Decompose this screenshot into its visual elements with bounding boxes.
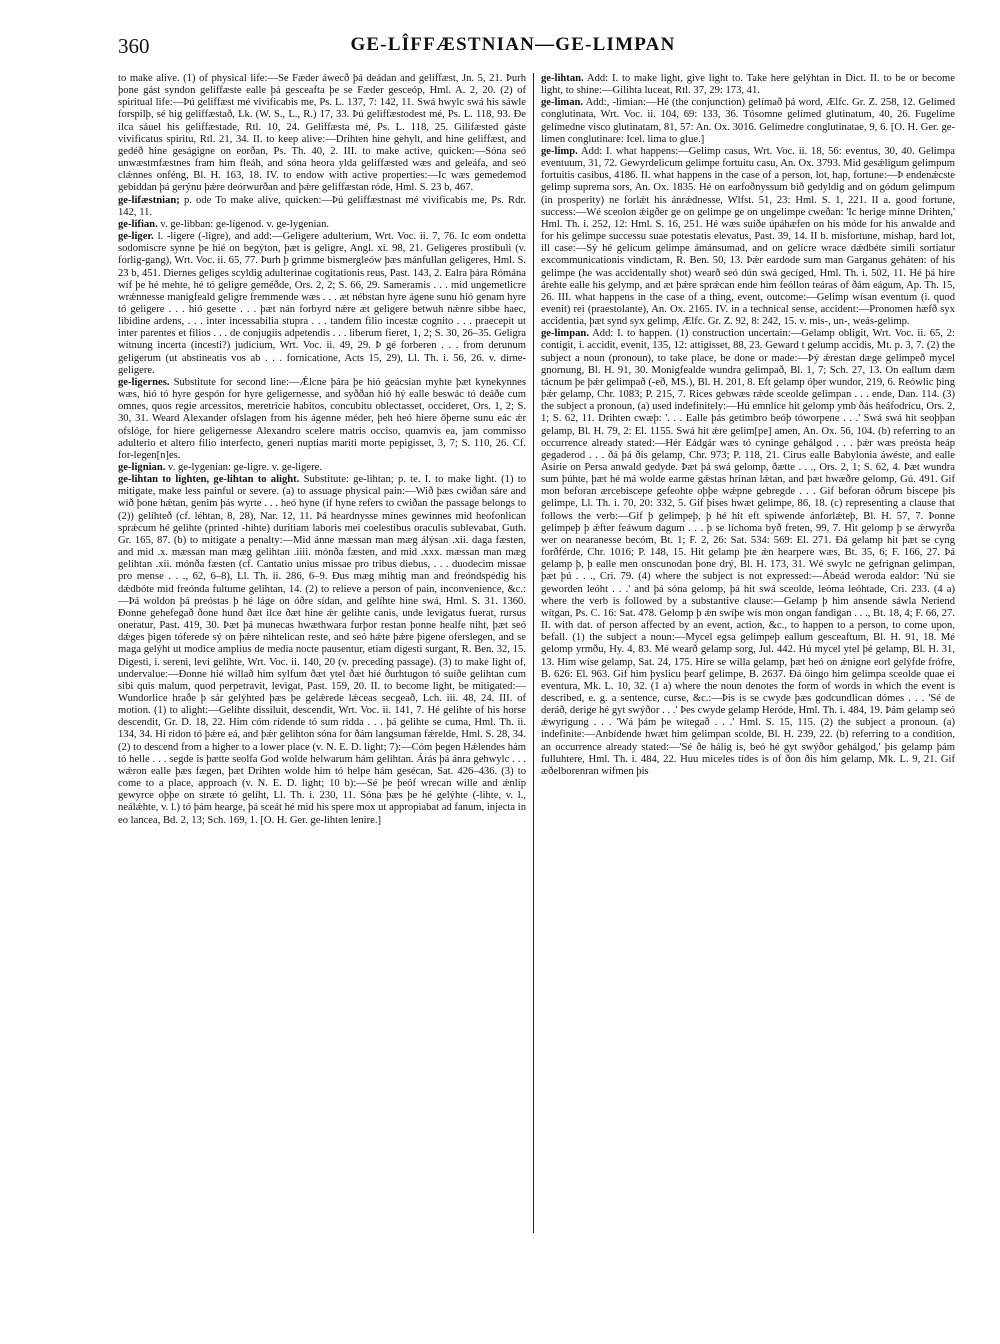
dictionary-entry xyxy=(118,462,526,474)
entry-text: Substitute for second line:—Ǽlcne þára þe hió geácsian myhte þæt kynekynnes wæs, hió tó hyre gespón for hyre geligernesse, and syððan hió hý ealle beswác tó deáðe cum omnes, quos regie arcessitos, meretricie habitos, concubitu oblectasset, occideret, Ors. 1, 2; S. 30, 31. Weard Alexander ofslagen from his ágenne méder, þeh heó hiere ǒþerne sunu eác ǽr ofslóge, for hiere geligernesse Alexandro scelere matris occiso, quamvis ea, jam commisso adulterio et altero filio interfecto, generi nuptias mariti morte pepigisset, 3, 7; S. 110, 26. Cf. for-legen[n]es. xyxy=(118,376,526,461)
dictionary-entry xyxy=(541,97,955,146)
entry-text: p. ode To make alive, quicken:—Þú geliffæstnast mé vivificabis me, Ps. Rdr. 142, 11. xyxy=(118,194,526,218)
entry-headword: ge-liger. xyxy=(118,231,154,243)
entry-text: Substitute: ge-lihtan; p. te. I. to make light. (1) to mitigate, make less painful or severe. (a) to assuage physical pain:—Wið þæs cwiðan sáre and wið þone hǽtan, genim þás wyrte . . . heó hyne (if hyne refers to cwiðan the passage belongs to (2)) gelíhteð (cf. léhtan, 8, 28), Nar. 12, 11. Þá heardnysse mínes gewinnes mid heofonlican sprǽcum hé gelihte (printed -hihte) duritiam laboris mei coelestibus oraculis sublevabat, Guth. Gr. 165, 87. (b) to mitigate a penalty:—Mid ánne mæssan man mæg álýsan .xii. daga fæsten, and mid .x. mæssan man mæg gelihtan .iiii. mónða fæsten, and mid .xxx. mæssan man mæg gelihtan .xii. mónða fæsten (cf. Cantatio unius missae pro tribus diebus, . . . duodecim missae pro mense . . ., 62, 6–8), Ll. Th. ii. 286, 6–9. Ðus mæg mihtig man and freóndspédig his dǽdbóte mid freónda fultume gelihtan, 14. (2) to relieve a person of pain, inconvenience, &c.:—Þá woldon þá preóstas þ hé láge on óðre sídan, and gelíhte hine swá, Hml. S. 31. 1360. Ðonne gehefegað ðone hund ðæt ilce ðæt hine ǽr gelihte canis, unde levigatus fuerat, rursus oneratur, Past. 419, 30. Þæt þá munecas hwæthwara furþor restan þonne healfe niht, þæt seó dǽges þigen tóferede sý on þǽre nihtelican reste, and seó hǽte þǽre þigene oferslegen, and se maga gelýht ut modice amplius de media nocte pausentur, etiam digesti surgant, R. Ben. 32, 15. Digesti, i. sereni, levi gelihte, Wrt. Voc. ii. 140, 20 (v. preceding passage). (3) to make light of, undervalue:—Ðonne hié willað him sylfum ðæt ytel ðæt hié ðurhtugon tó suíðe gelihtan cum sibi quis malum, quod perpetravit, levigat, Past. 159, 20. II. to become light, be mitigated:—Wundorlice hraðe þ sár gelýhted þæs þe gelǽrede lǽceas secgeað, Lch. iii. 48, 24. III. of motion. (1) to alight:—Gelihte dissiluit, descendit, Wrt. Voc. ii. 141, 7. Hé gelihte of his horse descendit, Gr. D. 18, 22. Him cóm rídende tó sum ridda . . . þá gelihte se cuma, Hml. Th. ii. 134, 34. Hi ridon tó þǽre eá, and þǽr gelihton sóna for ðám langsuman fǽrelde, Hml. S. 28, 34. (2) to descend from a higher to a lower place (v. N. E. D. light; 7):—Cóm þegen Hǽlendes hám tó helle . . . segde is þætte seolfa God wolde helwarum hám gelihtan. Árás þá ánra gehwylc . . . wǽron ealle þæs fægen, þæt Drihten wolde him tó helpe hám gesécan, Sat. 426–436. (3) to come to a place, approach (v. N. E. D. light; 10 b):—Sé þe þeóf wrecan wille and ǽnlíp gewyrce oþþe on stræte tó gelíht, Ll. Th. i. 230, 11. Sóna þæs þe hé gelýhte (-lihte, v. l., neálǽhte, v. l.) tó þám hearge, þá sceát hé mid his spere mox ut appropiabat ad fanum, injecta in eo lancea, Bd. 2, 13; Sch. 169, 1. [O. H. Ger. ge-lihten lenire.] xyxy=(118,474,526,826)
entry-text: v. ge-lygenian: ge-ligre. v. ge-ligere. xyxy=(168,462,322,473)
entry-headword: ge-lihtan. xyxy=(541,73,584,84)
entry-text: Add: I. what happens:—Gelimp casus, Wrt. Voc. ii. 18, 56: eventus, 30, 40. Gelimpa eventuum, 31, 72. Gewyrdelicum gelimpe fortuitu casu, An. Ox. 3793. Mid gesǽligum gelimpum fortuitis casibus, 4186. II. what happens in the case of a person, lot, hap, fortune:—Þ endenǽcste gelimp suprema sors, An. Ox. 1835. Hé on earfoðnyssum bið gedyldig and on gódum gelimpum (in prosperity) ne forlǽt his ánrǽdnesse, Wlfst. 51, 23: Hml. S. 1, 221. II a. good fortune, success:—Wé sceolon ǽigðer ge on gelimpe ge on ungelimpe cweðan: 'Ic herige mínne Drihten,' Hml. Th. i. 252, 12: Hml. S. 16, 251. Hé wæs suíðe úpáhæfen on his móde for his anwalde and for his gelimpe successu suae potestatis elevatus, Past. 39, 14. II b. misfortune, mishap, hard lot, ill case:—Sý hé gelícum gelimpe ámánsumad, and on gelícre wrace dǽdbéte simili sortiatur excommunicationis vindictam, R. Ben. 50, 13. Þǽr eardode sum man Garganus geháten: of his gelimpe (he was accidentally shot) wearð seó dún swá gecíged, Hml. Th. i. 502, 11. Hé þá híre árehte ealle his gelymp, and æt þǽre sprǽcan ende him feóllon teáras of ðám eágum, Ap. Th. 15, 26. III. what happens in the case of a thing, event, outcome:—Gelimp wísan eventum (i. quod evenit) rei (praestolante), An. Ox. 2165. IV. in a technical sense, accident:—Pronomen hæfð syx accidentia, þæt synd syx gelimp, Ælfc. Gr. Z. 92, 8: 242, 15. v. mis-, un-, weás-gelimp. xyxy=(541,145,955,328)
column-divider xyxy=(533,73,534,1233)
running-head: GE-LÎFFÆSTNIAN—GE-LIMPAN xyxy=(350,34,676,55)
dictionary-entry xyxy=(118,219,526,231)
entry-text: Add:, -limian:—Hé (the conjunction) gelímað þá word, Ælfc. Gr. Z. 258, 12. Gelímed conglutinata, Wrt. Voc. ii. 104, 69: 133, 36. Tósomne gelímed glutinatum, 40, 26. Fugelíme gelímedne visco glutinatam, 81, 57: An. Ox. 3016. Gelímedre conglutinatae, 9, 6. [O. H. Ger. ge-límen conglutinare: Icel. lima to glue.] xyxy=(541,97,955,145)
entry-headword: ge-lihtan to lighten, ge-lihtan to alight. xyxy=(118,474,300,486)
dictionary-entry xyxy=(118,195,526,219)
dictionary-entry xyxy=(118,231,526,377)
page-number: 360 xyxy=(118,34,150,58)
entry-text: to make alive. (1) of physical life:—Se Fæder áwecð þá deádan and geliffæst, Jn. 5, 21. Þurh þone gást syndon geliffæste ealle þá gesceafta þe se Fæder gesceóp, Hml. A. 2, 20. (2) of spiritual life:—Þú geliffæst mé vivificabis me, Ps. L. 137, 7: 142, 11. Swá hwylc swá his sáwle forspilþ, sé hig geliffæstað, Lk. (W. S., L., R.) 17, 33. Þú geliffæstodest mé, Ps. L. 118, 93. Ðe ilca sáuel his geliffæstade, Rtl. 10, 24. Geliffæsta mé, Ps. L. 118, 25. Gilifæsted gáste vivificatus spiritu, Rtl. 21, 34. II. to keep alive:—Drihten hine gehylt, and hine geliffæst, and gedéð hine geságigne on eorðan, Ps. Th. 40, 2. III. to make active, quicken:—Sóna seó unwæstmfæstnes fram him fleáh, and sóna heora ylda geliffæsted wæs and geleáfa, and seó clǽnnes onféng, Bl. H. 163, 18. IV. to endow with active properties:—Ic wæs gemedemod gebiddan þá gerýnu þǽre deórwurðan and þǽre geliffæstan róde, Hml. S. 23 b, 467. xyxy=(118,73,526,194)
entry-text: Add: I. to make light, give light to. Take here gelýhtan in Dict. II. to be or become light, to shine:—Gilihta lucеat, Rtl. 37, 29: 173, 41. xyxy=(541,73,955,97)
entry-text: v. ge-libban: ge-lígenod. v. ge-lygenian. xyxy=(160,218,330,230)
entry-headword: ge-ligernes. xyxy=(118,376,170,388)
entry-headword: ge-limp. xyxy=(541,145,578,157)
dictionary-entry xyxy=(118,73,526,195)
dictionary-entry xyxy=(541,73,955,97)
entry-text: l. -ligere (-ligre), and add:—Geligere adulterium, Wrt. Voc. ii. 7, 76. Ic eom ondetta sodomiscre synne þe hié on begýton, þæt is geligre, Angl. xi. 98, 21. Geligeres prostibuli (v. forlig-gang), Wrt. Voc. ii. 65, 77. Þurh þ grimme bismergleów þæs mánfullan geligeres, Hml. S. 23 b, 451. Diernes geliges scyldig adulterinae cogitationis reus, Past. 143, 2. Ealra þára Rómána wíf þe hé mehte, hé tó geligre geméðde, Ors. 2, 2; S. 66, 29. Sameramis . . . mid ungemetlicre wrǽnnesse manigfeald geligre fremmende wæs . . . æt nébstan hyre ágene sunu hió genam hyre tó geligere . . . hió gesette . . . þæt nán forbyrd nǽre æt geligere betwuh nǽnre sibbe haec, libidine ardens, . . . inter incessabilia stupra . . . tandem filio incestæ cognito . . . praecepit ut inter parentes et filios . . . de conjugiis adpetendis . . . liberum fieret, 1, 2; S. 30, 26–35. Geligra wítnung incerta (incesti?) judicium, Wrt. Voc. ii. 49, 29. Þ gé forberen . . . from derunum geligerum (ut abstineatis vos ab . . . fornicatione, Acts 15, 29), Ll. Th. i. 56, 26. v. dirne-geligere. xyxy=(118,231,526,376)
entry-headword: ge-liman. xyxy=(541,97,584,109)
entry-headword: ge-lignian. xyxy=(118,462,166,473)
entry-headword: ge-lifæstnian; xyxy=(118,194,180,206)
dictionary-entry xyxy=(541,146,955,328)
right-column xyxy=(541,73,955,1183)
dictionary-entry xyxy=(118,377,526,462)
page-header xyxy=(118,34,908,64)
entry-headword: ge-lifian. xyxy=(118,218,158,230)
dictionary-entry xyxy=(118,474,526,827)
entry-text: Add: I. to happen. (1) construction uncertain:—Gelamp obligit, Wrt. Voc. ii. 65, 2: contigit, i. accidit, evenit, 135, 12: attigisset, 88, 23. Geward t gelump accidis, Mt. p. 3, 7. (2) the subject a noun (pronoun), to take place, be done or made:—Þý ǽrestan dæge gelimpeð mycel gnornung, Bl. H. 91, 30. Monigfealde wundra gelimpað, Bl. 1, 7; Sch. 27, 13. On eallum dæm tácnum þe þǽr gelimpað (-eð, MS.), Bl. H. 201, 8. Eft gelamp óþer wundor, 219, 6. Reówlic þing þǽr gelamp, Chr. 1083; P. 215, 7. Rices gebwæs rǽde sceolde gelimpan . . . ende, Dan. 114. (3) the subject a pronoun, (a) used indefinitely:—Hú emnlíce hit gelomp ymb ðás heáfodrícu, Ors. 2, 1; S. 62, 11. Drihten cwæþ: '. . . Ealle þás getimbro beóþ tóworpene . . .' Swá swá hit seoþþan gelamp, Bl. H. 79, 2: El. 1155. Swá hit ǽre gelim[pe] amen, An. Ox. 56, 104. (b) referring to an occurrence already stated:—Hér Eádgár wæs tó cyninge gehálgod . . . þǽr wæs preósta heáp gegaderod . . . ðá þá ðis gelamp, Chr. 973; P. 118, 21. Cirus ealle Babylonia áwéste, and ealle Asirie on Persa anwald gedyde. Þæt þá swá gelomp, ðætte . . ., Ors. 2, 1; S. 62, 4. Þæt wundra sum þúhte, þæt hé má wolde earme gǽstas hrínan lǽtan, and þæt hwæðre gelomp, Gú. 491. Gif mon beforan ærcebiscepe gefeohte oþþe wǽpne gebregde . . . Gif beforan óðrum biscepe þis gelimpe, Ll. Th. i. 70, 20: 332, 5. Gif þises hwæt gelimpe, 86, 18. (c) representing a clause that follows the verb:—Gif þ gelimpeþ, þ hé hit eft spiwende ánforlǽteþ, Bl. H. 57, 7. Þonne gelimpeþ þ ǽfter feáwum dagum . . . þ se líchoma byð freten, 99, 7. Hit gelomp þ se ǽrwyrða wer on nearanesse becóm, Bt. 1; F. 2, 26: Sat. 534: 569: El. 271. Ðá gelamp hit þæt se cyng forðférde, Chr. 1016; P. 148, 15. Hit gelamp þte ǽn hearpere wæs, Bt. 35, 6; F. 166, 27. Þá gelamp þ, þ ealle men onscunodan þone drý, Bl. H. 173, 31. Wé swylc ne gefrignan gelimpan, þæt þú . . ., Cri. 79. (4) where the subject is not expressed:—Ábeád weroda ealdor: 'Nú sie geworden leóht . . .' and þá sóna gelomp, þá hit swá sceolde, leóma leóhtade, Cri. 233. (4 a) where the verb is followed by a substantive clause:—Gelamp þ him ansende sáwla Neriend wítgan, Ps. C. 16: Sat. 478. Gelomp þ ǽn swíþe wís mon ongan fandigan . . ., Bt. 18, 4; F. 66, 27. II. with dat. of person affected by an event, action, &c., to happen to a person, to come upon, befall. (1) the subject a noun:—Mycel egsa gelimpeþ eallum gesceaftum, Bl. H. 91, 18. Mé gelomp yrmðu, Hy. 4, 83. Mé wearð gelamp sorg, Jul. 442. Hú mycel ytel þé gelamp, Bl. H. 31, 13. Him wíse gelamp, Sat. 24, 175. Hire se willa gelamp, þæt heó on ǽnigne eorl gelýfde frófre, B. 626: El. 963. Gif him þyslicu þearf gelimpe, B. 2637. Ðá öingo him gelimpa sceolde quae ei eventura, Mk. L. 10, 32. (1 a) where the noun denotes the form of words in which the event is described, e. g. a sentence, curse, &c.:—Þis is se cwyde þæs godcundlican dómes . . . 'Sé de deráð, derige hé gyt swýðor . . .' Þes cwyde gelamp Heróde, Hml. Th. i. 484, 19. Þám gelamp seó ǽwyrigung . . . 'Wá þám þe wítegað . . .' Hml. S. 15, 115. (2) the subject a pronoun. (a) indefinite:—Anbídende hwæt him gelimpan scolde, Bl. H. 239, 22. (b) referring to a condition, an occurrence already stated:—'Sé ðe hálig is, beó hé gyt swýðor gehálgod,' þis gelamp þám fulluhtere, Hml. Th. i. 484, 22. Huu miceles tídes is of ðon ðis him gelamp, Mk. L. 9, 21. Gif æðelborenran wífmen þis xyxy=(541,328,955,777)
dictionary-entry xyxy=(541,328,955,778)
left-column xyxy=(118,73,526,1233)
entry-headword: ge-limpan. xyxy=(541,328,589,340)
